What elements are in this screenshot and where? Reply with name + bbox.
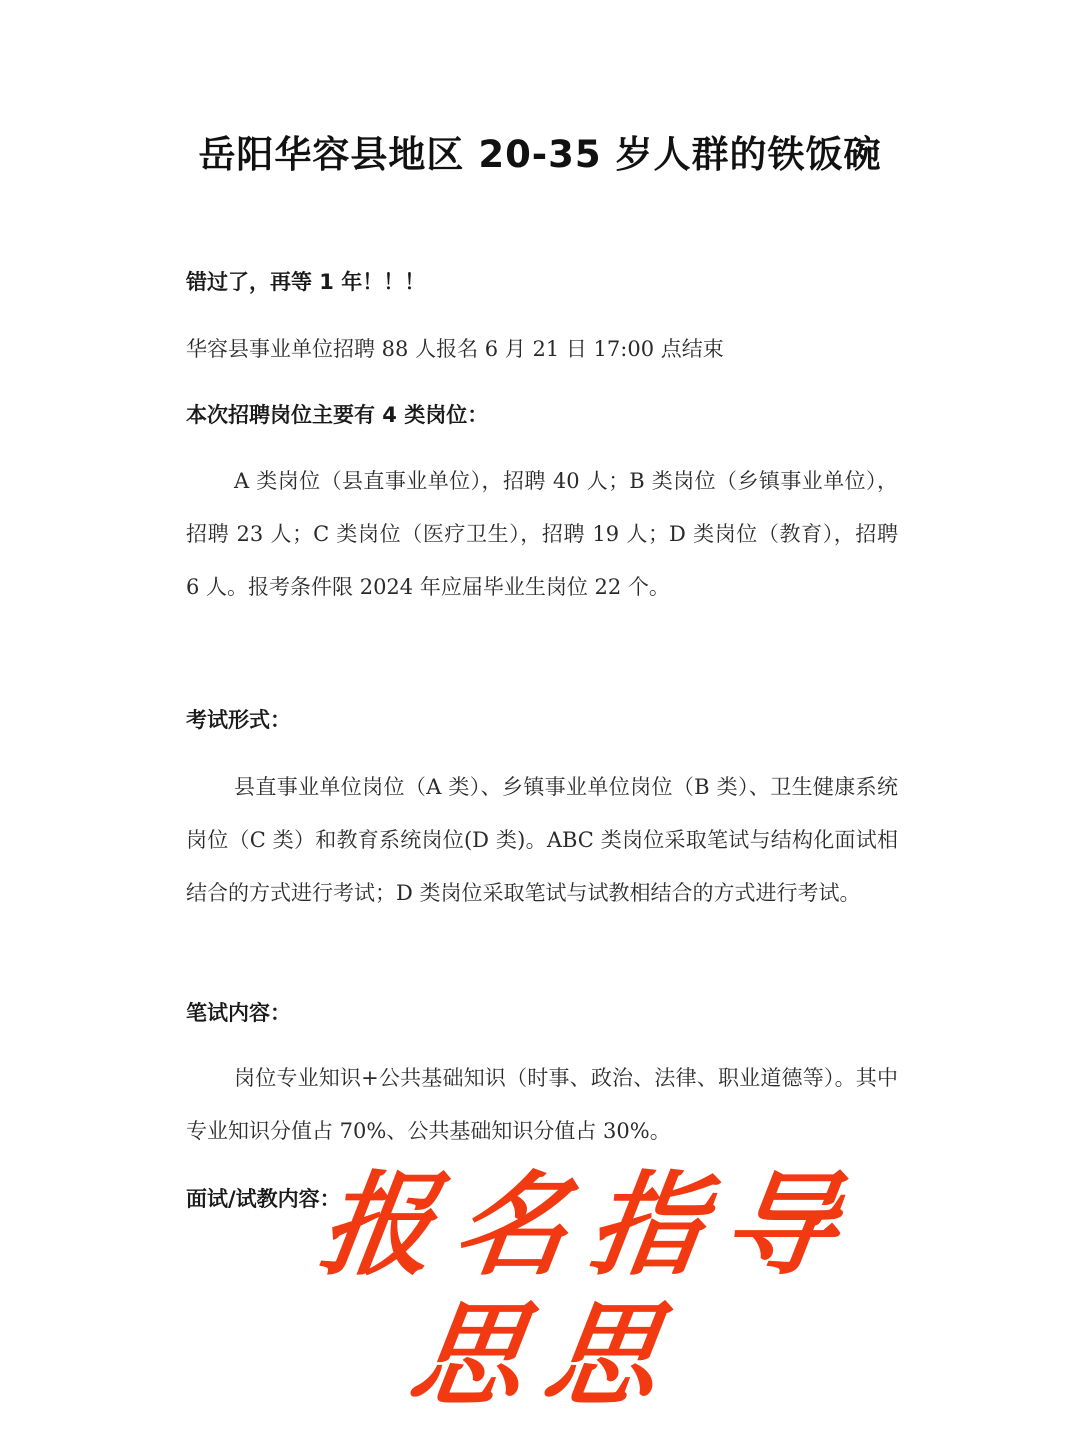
exam-paragraph: 县直事业单位岗位（A 类）、乡镇事业单位岗位（B 类）、卫生健康系统岗位（C 类）和教育系统岗位(D 类)。ABC 类岗位采取笔试与结构化面试相结合的方式进行考试；D 类岗位采取笔试与试教相结合的方式进行考试。 (186, 775, 898, 905)
watermark-registration-guide: 报名指导 (312, 1161, 868, 1291)
interview-heading: 面试/试教内容： (186, 1187, 341, 1211)
registration-info: 华容县事业单位招聘 88 人报名 6 月 21 日 17:00 点结束 (186, 337, 724, 361)
watermark-name: 思思 (402, 1291, 690, 1421)
positions-heading: 本次招聘岗位主要有 4 类岗位： (186, 403, 489, 427)
written-heading: 笔试内容： (186, 1001, 291, 1025)
missed-notice: 错过了，再等 1 年！！！ (186, 270, 426, 294)
written-paragraph: 岗位专业知识+公共基础知识（时事、政治、法律、职业道德等）。其中专业知识分值占 70%、公共基础知识分值占 30%。 (186, 1066, 898, 1143)
exam-heading: 考试形式： (186, 708, 291, 732)
positions-paragraph: A 类岗位（县直事业单位），招聘 40 人；B 类岗位（乡镇事业单位），招聘 23 人；C 类岗位（医疗卫生），招聘 19 人；D 类岗位（教育），招聘 6 人。报考条件限 2024 年应届毕业生岗位 22 个。 (186, 469, 898, 599)
page-title: 岳阳华容县地区 20-35 岁人群的铁饭碗 (198, 133, 882, 176)
